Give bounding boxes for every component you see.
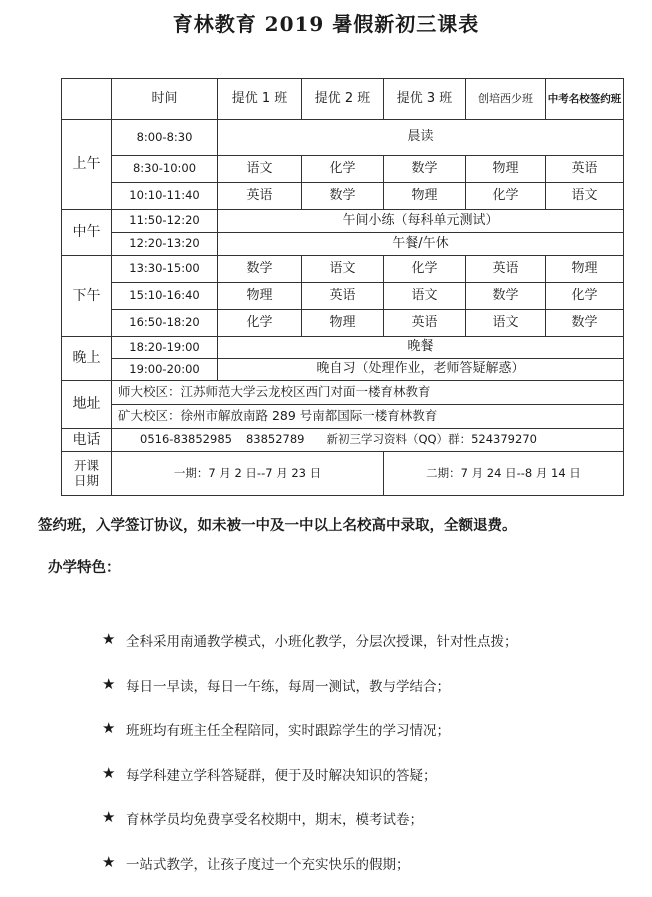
table-row (62, 120, 624, 156)
period-noon: 中午 (62, 210, 112, 256)
table-row (62, 405, 624, 429)
subject-cell: 物理 (466, 156, 546, 183)
period-morning: 上午 (62, 120, 112, 210)
time-cell: 13:30-15:00 (112, 256, 218, 283)
star-icon: ★ (102, 675, 126, 693)
subject-cell: 语文 (466, 310, 546, 337)
feature-text: 每学科建立学科答疑群，便于及时解决知识的答疑； (126, 764, 437, 784)
header-class-1: 提优 1 班 (218, 79, 302, 120)
time-cell: 10:10-11:40 (112, 183, 218, 210)
subject-cell: 语文 (302, 256, 384, 283)
address-label: 地址 (62, 381, 112, 429)
subject-cell: 化学 (466, 183, 546, 210)
time-cell: 15:10-16:40 (112, 283, 218, 310)
header-row (62, 79, 624, 120)
subject-cell: 数学 (302, 183, 384, 210)
table-row (62, 359, 624, 381)
subject-cell: 英语 (466, 256, 546, 283)
time-cell: 18:20-19:00 (112, 337, 218, 359)
list-item (102, 630, 518, 675)
page-title: 育林教育 2019 暑假新初三课表 (0, 8, 652, 37)
time-cell: 8:00-8:30 (112, 120, 218, 156)
span-cell: 午餐/午休 (218, 233, 624, 256)
subject-cell: 数学 (466, 283, 546, 310)
subject-cell: 物理 (546, 256, 624, 283)
span-cell: 晨读 (218, 120, 624, 156)
subject-cell: 化学 (218, 310, 302, 337)
qq-group: 新初三学习资料（QQ）群：524379270 (327, 432, 537, 446)
star-icon: ★ (102, 719, 126, 737)
table-row (62, 233, 624, 256)
table-row (62, 429, 624, 452)
list-item (102, 853, 518, 897)
subject-cell: 物理 (218, 283, 302, 310)
subject-cell: 语文 (384, 283, 466, 310)
subject-cell: 数学 (384, 156, 466, 183)
header-class-4: 创培西少班 (466, 79, 546, 120)
period-afternoon: 下午 (62, 256, 112, 337)
list-item (102, 719, 518, 764)
header-class-3: 提优 3 班 (384, 79, 466, 120)
subject-cell: 化学 (384, 256, 466, 283)
feature-list (102, 630, 518, 897)
table-row (62, 337, 624, 359)
subject-cell: 物理 (384, 183, 466, 210)
feature-text: 一站式教学，让孩子度过一个充实快乐的假期； (126, 853, 410, 873)
feature-text: 全科采用南通教学模式，小班化教学，分层次授课，针对性点拨； (126, 630, 518, 650)
table-row (62, 283, 624, 310)
table-row (62, 183, 624, 210)
table-row (62, 452, 624, 496)
span-cell: 晚餐 (218, 337, 624, 359)
subject-cell: 英语 (546, 156, 624, 183)
feature-text: 班班均有班主任全程陪同，实时跟踪学生的学习情况； (126, 719, 450, 739)
subject-cell: 语文 (546, 183, 624, 210)
star-icon: ★ (102, 808, 126, 826)
feature-text: 每日一早读，每日一午练，每周一测试，教与学结合； (126, 675, 450, 695)
subject-cell: 数学 (218, 256, 302, 283)
list-item (102, 675, 518, 720)
star-icon: ★ (102, 853, 126, 871)
list-item (102, 808, 518, 853)
period-2-dates: 二期：7 月 24 日--8 月 14 日 (384, 452, 624, 496)
header-class-2: 提优 2 班 (302, 79, 384, 120)
time-cell: 11:50-12:20 (112, 210, 218, 233)
subject-cell: 语文 (218, 156, 302, 183)
subject-cell: 英语 (384, 310, 466, 337)
list-item (102, 764, 518, 809)
star-icon: ★ (102, 630, 126, 648)
period-1-dates: 一期：7 月 2 日--7 月 23 日 (112, 452, 384, 496)
schedule-table (61, 78, 624, 496)
start-date-label: 开课日期 (62, 452, 112, 496)
subject-cell: 物理 (302, 310, 384, 337)
phone-number-1: 0516-83852985 (140, 432, 232, 446)
phone-cell (112, 429, 624, 452)
star-icon: ★ (102, 764, 126, 782)
time-cell: 16:50-18:20 (112, 310, 218, 337)
table-row (62, 210, 624, 233)
time-cell: 19:00-20:00 (112, 359, 218, 381)
feature-text: 育林学员均免费享受名校期中，期末，模考试卷； (126, 808, 423, 828)
corner-cell (62, 79, 112, 120)
table-row (62, 156, 624, 183)
span-cell: 午间小练（每科单元测试） (218, 210, 624, 233)
table-row (62, 310, 624, 337)
header-class-5: 中考名校签约班 (546, 79, 624, 120)
contract-note: 签约班，入学签订协议，如未被一中及一中以上名校高中录取，全额退费。 (38, 514, 517, 535)
header-time: 时间 (112, 79, 218, 120)
phone-number-2: 83852789 (246, 432, 305, 446)
subject-cell: 英语 (218, 183, 302, 210)
phone-label: 电话 (62, 429, 112, 452)
table-row (62, 256, 624, 283)
features-title: 办学特色： (48, 556, 121, 577)
time-cell: 12:20-13:20 (112, 233, 218, 256)
time-cell: 8:30-10:00 (112, 156, 218, 183)
period-evening: 晚上 (62, 337, 112, 381)
address-line-2: 矿大校区：徐州市解放南路 289 号南都国际一楼育林教育 (112, 405, 624, 429)
span-cell: 晚自习（处理作业，老师答疑解惑） (218, 359, 624, 381)
subject-cell: 数学 (546, 310, 624, 337)
subject-cell: 化学 (302, 156, 384, 183)
table-row (62, 381, 624, 405)
subject-cell: 英语 (302, 283, 384, 310)
address-line-1: 师大校区：江苏师范大学云龙校区西门对面一楼育林教育 (112, 381, 624, 405)
subject-cell: 化学 (546, 283, 624, 310)
